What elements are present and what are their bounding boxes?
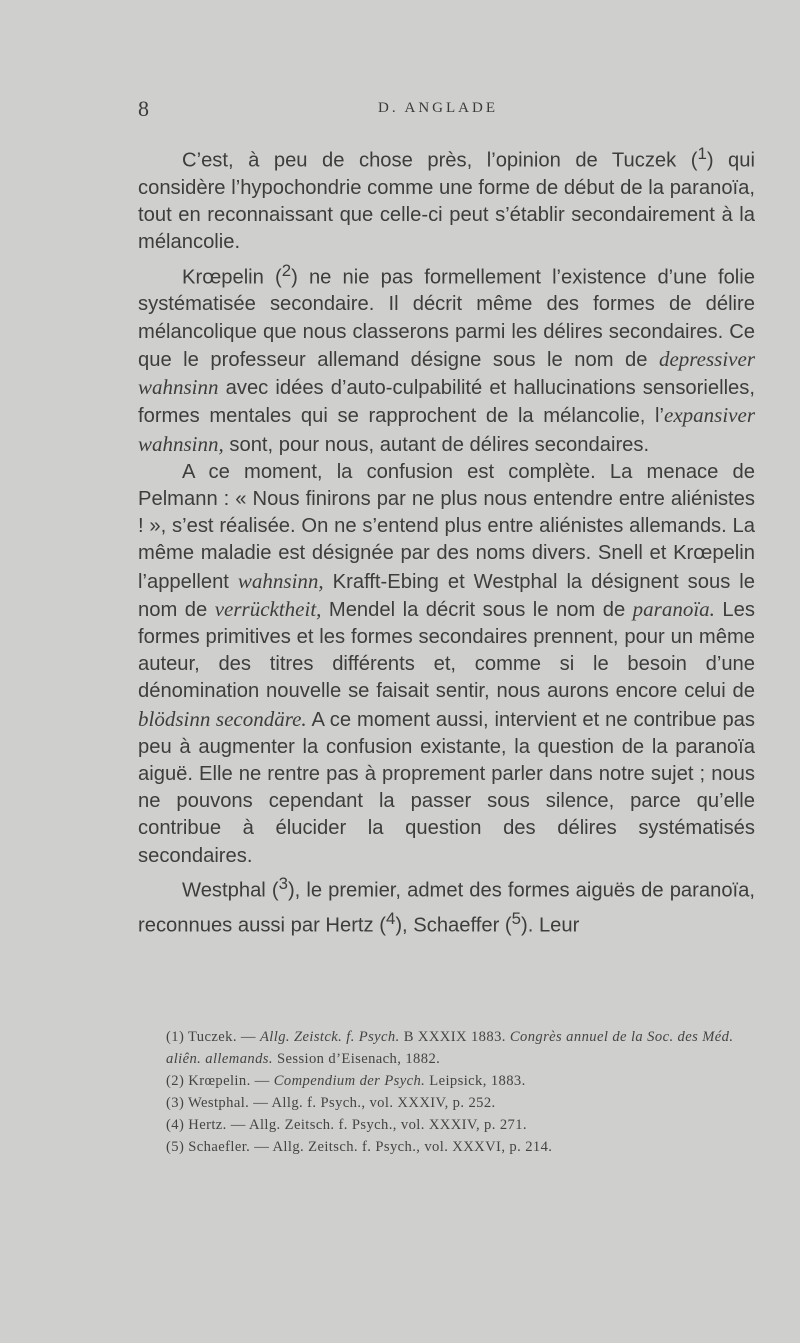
running-head: D. ANGLADE (378, 100, 498, 116)
footnote-2: (2) Krœpelin. — Compendium der Psych. Leipsick, 1883. (166, 1073, 526, 1089)
footnote-ref[interactable]: 3 (278, 873, 288, 893)
paragraph-1: C’est, à peu de chose près, l’opinion de Tuczek ($^1$) qui considère l’hypochondrie comme une forme de début de la paranoïa, tout en reconnaissant que celle-ci peut s’établir secondairement à la mélancolie. (138, 144, 755, 254)
paragraph-3: A ce moment, la confusion est complète. La menace de Pelmann : « Nous finirons par ne plus nous entendre entre aliénistes ! », s’est réalisée. On ne s’entend plus entre aliénistes allemands. La même maladie est désignée par des noms divers. Snell et Krœpelin l’appellent wahnsinn, Krafft-Ebing et Westphal la désignent sous le nom de verrücktheit, Mendel la décrit sous le nom de paranoïa. Les formes primitives et les formes secondaires prennent, pour un même auteur, des titres différents et, comme si le besoin d’une dénomination nouvelle se faisait sentir, nous aurons encore celui de blödsinn secondäre. A ce moment aussi, intervient et ne contribue pas peu à augmenter la confusion existante, la question de la paranoïa aiguë. Elle ne rentre pas à proprement parler dans notre sujet ; nous ne pouvons cependant la passer sous silence, parce qu’elle contribue à élucider la question des délires systématisés secondaires. (138, 460, 756, 867)
paragraph-4: Westphal ($^3$), le premier, admet des formes aiguës de paranoïa, reconnues aussi par Hertz ($^4$), Schaeffer ($^5$). Leur (138, 873, 755, 937)
footnote-4: (4) Hertz. — Allg. Zeitsch. f. Psych., vol. XXXIV, p. 271. (166, 1117, 527, 1133)
page-number: 8 (138, 96, 149, 121)
footnote-1: (1) Tuczek. — Allg. Zeistck. f. Psych. B XXXIX 1883. Congrès annuel de la Soc. des Méd. aliên. allemands. Session d’Eisenach, 1882. (166, 1029, 734, 1067)
footnote-ref[interactable]: 4 (385, 908, 396, 928)
footnote-5: (5) Schaefler. — Allg. Zeitsch. f. Psych., vol. XXXVI, p. 214. (166, 1139, 553, 1155)
footnote-ref[interactable]: 2 (281, 260, 292, 280)
body-text (138, 140, 755, 940)
paragraph-2: Krœpelin ($^2$) ne nie pas formellement l’existence d’une folie systématisée secondaire. Il décrit même des formes de délire mélancolique que nous classerons parmi les délires secondaires. Ce que le professeur allemand désigne sous le nom de depressiver wahnsinn avec idées d’auto-culpabilité et hallucinations sensorielles, formes mentales qui se rapprochent de la mélancolie, l’expansiver wahnsinn, sont, pour nous, autant de délires secondaires. (138, 260, 755, 456)
page-header (138, 96, 778, 126)
footnote-ref[interactable]: 5 (511, 908, 522, 928)
footnote-3: (3) Westphal. — Allg. f. Psych., vol. XXXIV, p. 252. (166, 1095, 496, 1111)
footnotes (166, 1026, 766, 1158)
footnote-ref[interactable]: 1 (697, 144, 707, 163)
